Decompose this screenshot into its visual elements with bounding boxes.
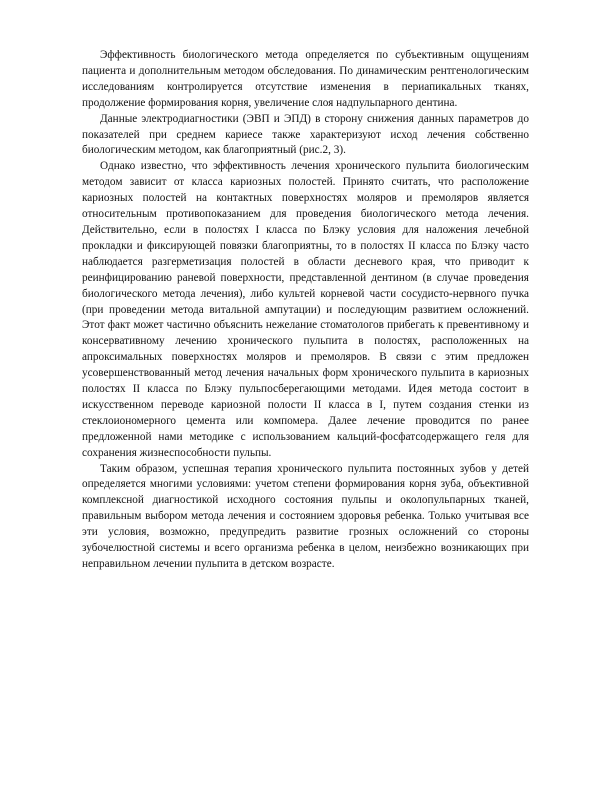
paragraph-cavity-class: Однако известно, что эффективность лечения хронического пульпита биологическим методом зависит от класса кариозных полостей. Принято считать, что расположение кариозных полостей на контактных поверхностях моляров и премоляров является относительным противопоказанием для проведения биологического метода лечения. Действительно, если в полостях I класса по Блэку условия для наложения лечебной прокладки и фиксирующей повязки благоприятны, то в полостях II класса по Блэку часто наблюдается разгерметизация полостей в области десневого края, что приводит к реинфицированию раневой поверхности, представленной дентином (в случае проведения биологического метода лечения), либо культей корневой части сосудисто-нервного пучка (при проведении метода витальной ампутации) и последующим развитием осложнений. Этот факт может частично объяснить нежелание стоматологов прибегать к превентивному и консервативному лечению хронического пульпита в полостях, расположенных на апроксимальных поверхностях моляров и премоляров. В связи с этим предложен усовершенствованный метод лечения начальных форм хронического пульпита в кариозных полостях II класса по Блэку пульпосберегающими методами. Идея метода состоит в искусственном переводе кариозной полости II класса в I, путем создания стенки из стеклоиономерного цемента или компомера. Далее лечение проводится по ранее предложенной нами методике с использованием кальций-фосфатсодержащего геля для сохранения жизнеспособности пульпы. [82, 160, 529, 459]
document-page [82, 48, 529, 573]
paragraph-effectiveness: Эффективность биологического метода определяется по субъективным ощущениям пациента и дополнительным методом обследования. По динамическим рентгенологическим исследованиям контролируется отсутствие изменения в периапикальных тканях, продолжение формирования корня, увеличение слоя надпульпарного дентина. [82, 49, 529, 109]
paragraph-electrodiagnostics: Данные электродиагностики (ЭВП и ЭПД) в сторону снижения данных параметров до показателей при среднем кариесе также характеризуют исход лечения собственно биологическим методом, как благоприятный (рис.2, 3). [82, 112, 529, 157]
paragraph-conclusion: Таким образом, успешная терапия хронического пульпита постоянных зубов у детей определяется многими условиями: учетом степени формирования корня зуба, объективной комплексной диагностикой исходного состояния пульпы и околопульпарных тканей, правильным выбором метода лечения и состоянием здоровья ребенка. Только учитывая все эти условия, возможно, предупредить развитие грозных осложнений со стороны зубочелюстной системы и всего организма ребенка в целом, неизбежно возникающих при неправильном лечении пульпита в детском возрасте. [82, 462, 529, 570]
